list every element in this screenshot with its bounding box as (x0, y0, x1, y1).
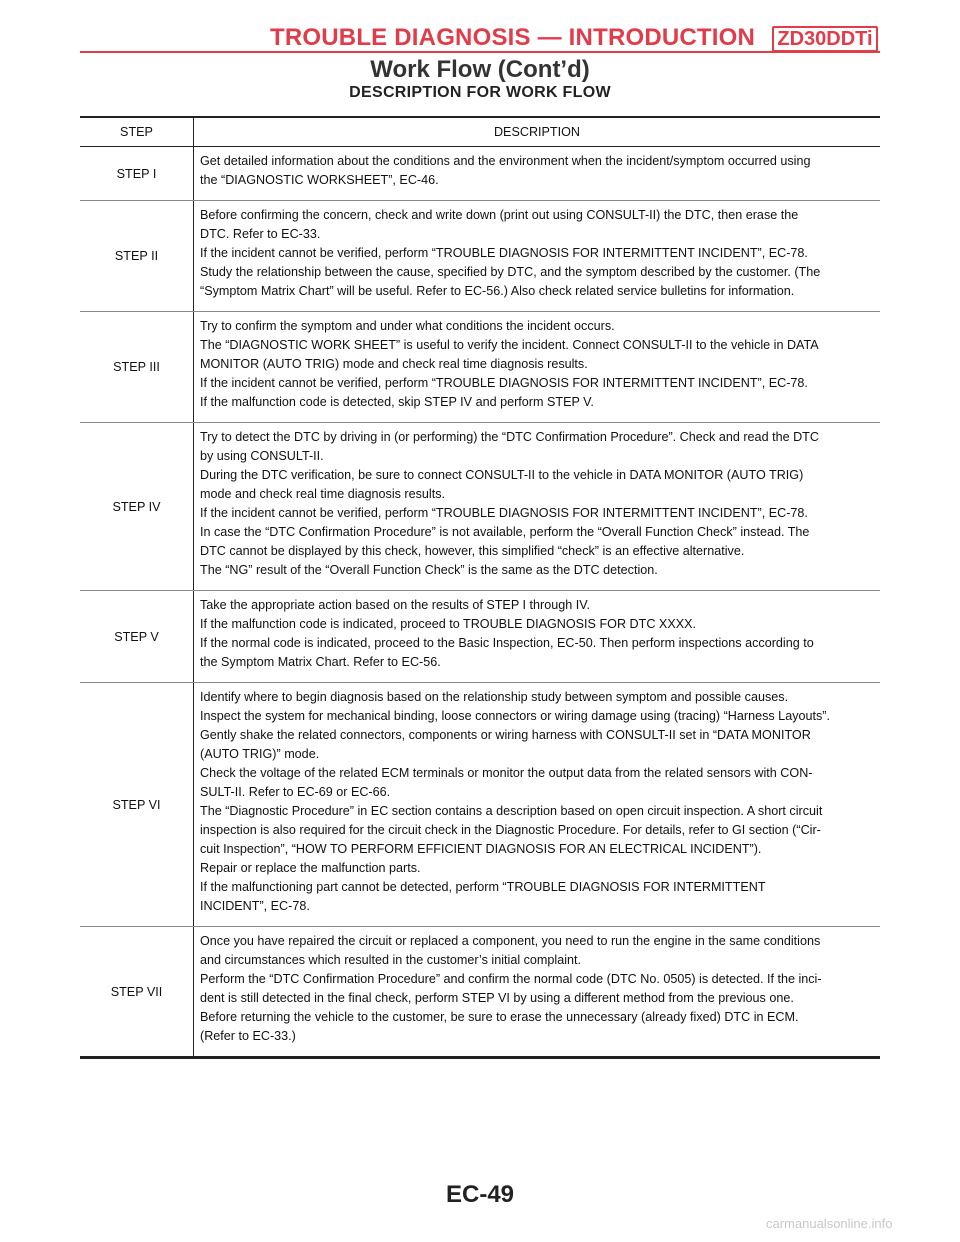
step-label: STEP V (80, 591, 194, 683)
description-line: MONITOR (AUTO TRIG) mode and check real time diagnosis results. (200, 357, 588, 371)
table-row (80, 201, 880, 312)
description-line: Inspect the system for mechanical binding, loose connectors or wiring damage using (tracing) “Harness Layouts”. (200, 709, 830, 723)
step-label: STEP I (80, 147, 194, 201)
step-description (194, 312, 881, 423)
table-row (80, 683, 880, 927)
step-description (194, 683, 881, 927)
description-line: In case the “DTC Confirmation Procedure” is not available, perform the “Overall Function Check” instead. The (200, 525, 810, 539)
description-line: (AUTO TRIG)” mode. (200, 747, 320, 761)
description-line: the Symptom Matrix Chart. Refer to EC-56. (200, 655, 441, 669)
description-line: DTC cannot be displayed by this check, however, this simplified “check” is an effective alternative. (200, 544, 745, 558)
column-header-description: DESCRIPTION (194, 117, 881, 147)
description-line: Try to detect the DTC by driving in (or performing) the “DTC Confirmation Procedure”. Check and read the DTC (200, 430, 819, 444)
description-line: Before returning the vehicle to the customer, be sure to erase the unnecessary (already fixed) DTC in ECM. (200, 1010, 799, 1024)
description-line: Study the relationship between the cause, specified by DTC, and the symptom described by the customer. (The (200, 265, 821, 279)
header-subtitle: Work Flow (Cont’d) (370, 56, 590, 83)
description-line: Check the voltage of the related ECM terminals or monitor the output data from the related sensors with CON- (200, 766, 813, 780)
table-row (80, 423, 880, 591)
description-line: Get detailed information about the conditions and the environment when the incident/symptom occurred using (200, 154, 811, 168)
step-description (194, 201, 881, 312)
description-line: If the malfunction code is indicated, proceed to TROUBLE DIAGNOSIS FOR DTC XXXX. (200, 617, 697, 631)
description-line: “Symptom Matrix Chart” will be useful. Refer to EC-56.) Also check related service bulletins for information. (200, 284, 795, 298)
description-line: If the normal code is indicated, proceed to the Basic Inspection, EC-50. Then perform inspections according to (200, 636, 814, 650)
work-flow-table (80, 116, 880, 1059)
description-line: Before confirming the concern, check and write down (print out using CONSULT-II) the DTC, then erase the (200, 208, 799, 222)
table-row (80, 147, 880, 201)
description-line: Try to confirm the symptom and under what conditions the incident occurs. (200, 319, 615, 333)
description-line: inspection is also required for the circuit check in the Diagnostic Procedure. For details, refer to GI section (“Cir- (200, 823, 821, 837)
description-line: (Refer to EC-33.) (200, 1029, 296, 1043)
step-label: STEP VI (80, 683, 194, 927)
description-line: dent is still detected in the final check, perform STEP VI by using a different method from the previous one. (200, 991, 794, 1005)
description-line: During the DTC verification, be sure to connect CONSULT-II to the vehicle in DATA MONITOR (AUTO TRIG) (200, 468, 804, 482)
description-line: The “Diagnostic Procedure” in EC section contains a description based on open circuit inspection. A short circuit (200, 804, 823, 818)
description-line: If the malfunction code is detected, skip STEP IV and perform STEP V. (200, 395, 594, 409)
description-line: Repair or replace the malfunction parts. (200, 861, 421, 875)
description-line: the “DIAGNOSTIC WORKSHEET”, EC-46. (200, 173, 439, 187)
step-description (194, 147, 881, 201)
description-line: If the incident cannot be verified, perform “TROUBLE DIAGNOSIS FOR INTERMITTENT INCIDENT”, EC-78. (200, 246, 808, 260)
description-line: If the incident cannot be verified, perform “TROUBLE DIAGNOSIS FOR INTERMITTENT INCIDENT”, EC-78. (200, 506, 808, 520)
description-line: If the incident cannot be verified, perform “TROUBLE DIAGNOSIS FOR INTERMITTENT INCIDENT”, EC-78. (200, 376, 808, 390)
watermark: carmanualsonline.info (766, 1216, 893, 1231)
step-label: STEP II (80, 201, 194, 312)
description-line: cuit Inspection”, “HOW TO PERFORM EFFICIENT DIAGNOSIS FOR AN ELECTRICAL INCIDENT”). (200, 842, 762, 856)
header-title: TROUBLE DIAGNOSIS — INTRODUCTION (270, 24, 756, 51)
description-line: If the malfunctioning part cannot be detected, perform “TROUBLE DIAGNOSIS FOR INTERMITTENT (200, 880, 766, 894)
description-line: mode and check real time diagnosis results. (200, 487, 446, 501)
description-line: INCIDENT”, EC-78. (200, 899, 310, 913)
description-line: The “DIAGNOSTIC WORK SHEET” is useful to verify the incident. Connect CONSULT-II to the vehicle in DATA (200, 338, 819, 352)
section-title: DESCRIPTION FOR WORK FLOW (349, 84, 611, 101)
description-line: Identify where to begin diagnosis based on the relationship study between symptom and possible causes. (200, 690, 789, 704)
table-row (80, 927, 880, 1058)
description-line: DTC. Refer to EC-33. (200, 227, 321, 241)
step-description (194, 423, 881, 591)
table-header-row (80, 117, 880, 147)
description-line: by using CONSULT-II. (200, 449, 324, 463)
table-body (80, 147, 880, 1058)
description-line: and circumstances which resulted in the customer’s initial complaint. (200, 953, 582, 967)
table-row (80, 591, 880, 683)
model-badge: ZD30DDTi (772, 26, 878, 52)
step-label: STEP IV (80, 423, 194, 591)
description-line: Perform the “DTC Confirmation Procedure” and confirm the normal code (DTC No. 0505) is detected. If the inci- (200, 972, 822, 986)
description-line: Gently shake the related connectors, components or wiring harness with CONSULT-II set in “DATA MONITOR (200, 728, 811, 742)
page-number: EC-49 (445, 1181, 515, 1208)
column-header-step: STEP (80, 117, 194, 147)
step-label: STEP VII (80, 927, 194, 1058)
step-label: STEP III (80, 312, 194, 423)
description-line: Take the appropriate action based on the results of STEP I through IV. (200, 598, 590, 612)
header-rule (80, 51, 880, 53)
table-row (80, 312, 880, 423)
description-line: The “NG” result of the “Overall Function Check” is the same as the DTC detection. (200, 563, 658, 577)
description-line: SULT-II. Refer to EC-69 or EC-66. (200, 785, 391, 799)
step-description (194, 591, 881, 683)
step-description (194, 927, 881, 1058)
description-line: Once you have repaired the circuit or replaced a component, you need to run the engine in the same conditions (200, 934, 821, 948)
